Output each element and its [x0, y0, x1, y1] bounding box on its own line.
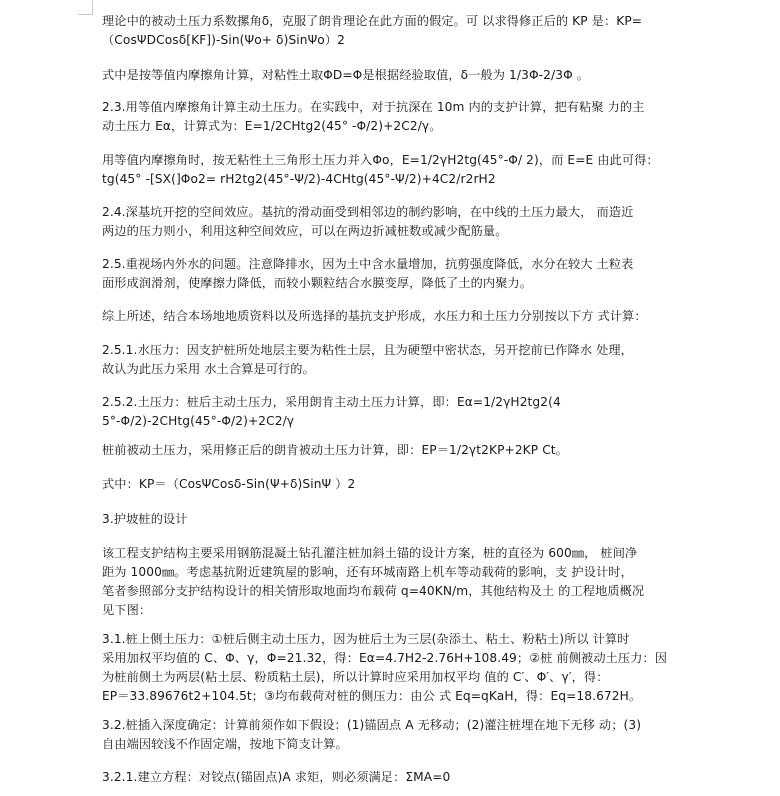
text-line: 3.2.1.建立方程：对铰点(锚固点)A 求矩，则必须满足：ΣMA=0 [102, 770, 451, 784]
text-line: 2.5.2.土压力：桩后主动土压力，采用朗肯主动土压力计算，即：Eα=1/2γH2tg2(4 [102, 395, 561, 409]
text-line: 该工程支护结构主要采用钢筋混凝土钻孔灌注桩加斜土锚的设计方案，桩的直径为 600㎜， 桩间净 [102, 546, 638, 560]
text-line: 笔者参照部分支护结构设计的相关情形取地面均布载荷 q=40KN/m，其他结构及土 的工程地质概况 [102, 584, 645, 598]
text-line: 用等值内摩擦角时，按无粘性土三角形土压力并入Φo，E=1/2γH2tg(45°-Φ/ 2)，而 E=E 由此可得： [102, 153, 659, 167]
text-line: 3.护坡桩的设计 [102, 512, 188, 526]
paragraph [102, 98, 680, 136]
paragraph [102, 203, 680, 241]
text-line: tg(45° -[SX(]Φo2= rH2tg2(45°-Ψ/2)-4CHtg(45°-Ψ/2)+4C2/r2rH2 [102, 172, 496, 186]
paragraph [102, 441, 680, 460]
page-corner-mark [78, 0, 93, 15]
paragraph [102, 393, 680, 431]
text-line: 式中是按等值内摩擦角计算，对粘性土取ΦD=Φ是根据经验取值，δ一般为 1/3Φ-2/3Φ 。 [102, 68, 590, 82]
text-line: 2.4.深基坑开挖的空间效应。基抗的滑动面受到相邻边的制约影响，在中线的土压力最大， 而造近 [102, 205, 634, 219]
text-line: 动土压力 Eα，计算式为：E=1/2CHtg2(45° -Φ/2)+2C2/γ。 [102, 119, 442, 133]
text-line: （CosΨDCosδ[KF])-Sin(Ψo+ δ)SinΨo）2 [102, 33, 346, 47]
paragraph [102, 255, 680, 293]
paragraph [102, 307, 680, 326]
text-line: 3.1.桩上侧土压力：①桩后侧主动土压力，因为桩后土为三层(杂添土、粘土、粉粘土)所以 计算时 [102, 632, 630, 646]
text-line: 见下图： [102, 603, 152, 617]
text-line: 自由端因较浅不作固定端，按地下简支计算。 [102, 737, 348, 751]
paragraph [102, 716, 680, 754]
text-line: 2.5.1.水压力：因支护桩所处地层主要为粘性土层，且为硬塑中密状态，另开挖前已作降水 处理， [102, 343, 633, 357]
paragraph [102, 12, 680, 50]
paragraph [102, 510, 680, 529]
paragraph [102, 768, 680, 787]
text-line: EP＝33.89676t2+104.5t；③均布载荷对桩的侧压力：由公 式 Eq=qKaH，得：Eq=18.672H。 [102, 689, 642, 703]
text-line: 采用加权平均值的 C、Φ、γ，Φ=21.32，得：Eα=4.7H2-2.76H+108.49；②桩 前侧被动土压力：因 [102, 651, 668, 665]
text-line: 桩前被动土压力，采用修正后的朗肯被动土压力计算，即：EP＝1/2γt2KP+2KP Ct。 [102, 443, 568, 457]
text-line: 综上所述，结合本场地地质资料以及所选择的基抗支护形成，水压力和土压力分别按以下方 式计算： [102, 309, 647, 323]
text-line: 式中：KP＝（CosΨCosδ-Sin(Ψ+δ)SinΨ ）2 [102, 477, 356, 491]
text-line: 为桩前侧土为两层(粘土层、粉质粘土层)，所以计算时应采用加权平均 值的 C′、Φ′、γ′，得： [102, 670, 609, 684]
text-line: 两边的压力则小，利用这种空间效应，可以在两边折减桩数或减少配筋量。 [102, 224, 508, 238]
paragraph [102, 630, 680, 706]
paragraph [102, 475, 680, 494]
text-line: 2.5.重视场内外水的问题。注意降排水，因为土中含水量增加，抗剪强度降低，水分在较大 土粒表 [102, 257, 634, 271]
text-line: 5°-Φ/2)-2CHtg(45°-Φ/2)+2C2/γ [102, 414, 295, 428]
text-line: 距为 1000㎜。考虑基抗附近建筑屋的影响，还有环城南路上机车等动载荷的影响，支 护设计时， [102, 565, 633, 579]
text-line: 2.3.用等值内摩擦角计算主动土压力。在实践中，对于抗深在 10m 内的支护计算，把有粘聚 力的主 [102, 100, 645, 114]
text-line: 理论中的被动土压力系数摞角δ，克服了朗肯理论在此方面的假定。可 以求得修正后的 KP 是：KP= [102, 14, 643, 28]
text-line: 面形成润滑剂，使摩擦力降低，而较小颗粒结合水膜变厚，降低了土的内聚力。 [102, 276, 533, 290]
paragraph [102, 544, 680, 620]
text-line: 3.2.桩插入深度确定：计算前须作如下假设：(1)锚固点 A 无移动；(2)灌注桩埋在地下无移 动；(3) [102, 718, 642, 732]
text-line: 故认为此压力采用 水土合算是可行的。 [102, 362, 315, 376]
paragraph [102, 341, 680, 379]
paragraph [102, 151, 680, 189]
paragraph [102, 66, 680, 85]
